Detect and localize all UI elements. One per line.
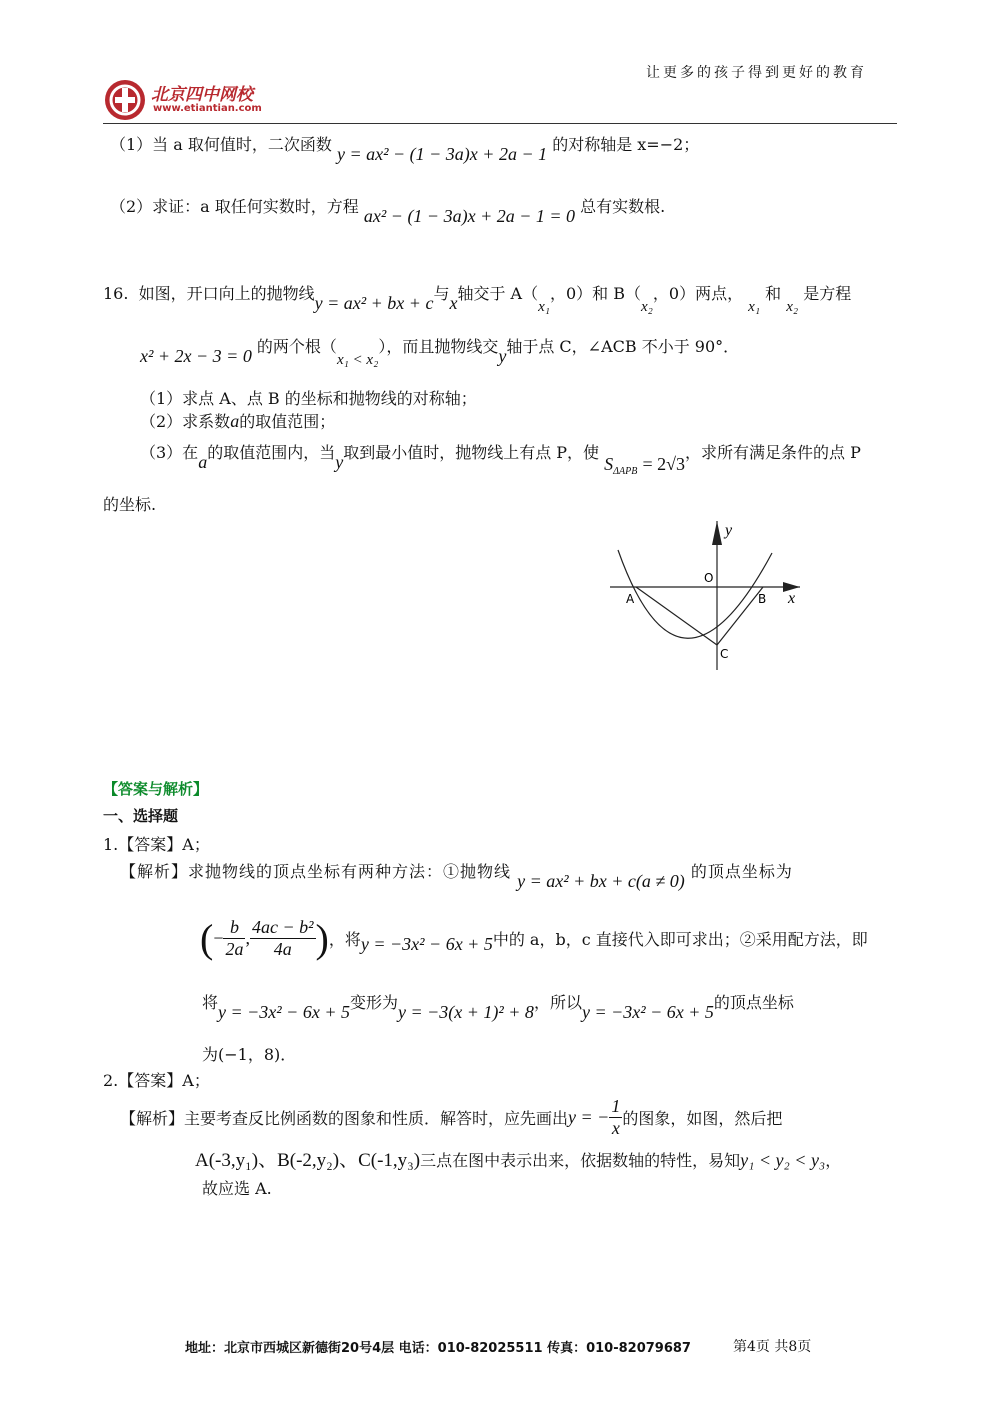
answer-1: 1.【答案】A； xyxy=(103,835,210,854)
answer-1-expl-line4: 为(−1，8)． xyxy=(202,1045,297,1064)
answer-1-expl-line2: (− $\frac{b}{2a}$ , $\frac{\text{4ac − b²}}{4a}$ )，将y = −3x² − 6x + 5中的 a，b，c 直接代入即可求出；②采用配方法，即 xyxy=(200,916,868,961)
q15-part2: （2）求证：a 取任何实数时，方程 ax² − (1 − 3a)x + 2a − 1 = 0 总有实数根. xyxy=(110,197,666,226)
vertex-x-fraction: $\frac{b}{2a}$ xyxy=(225,917,244,959)
logo-emblem-icon xyxy=(103,78,147,122)
q16-sub2: （2）求系数a的取值范围； xyxy=(140,411,336,431)
q16-number: 16. xyxy=(103,284,129,303)
answer-2-expl-line1: 【解析】主要考查反比例函数的图象和性质．解答时，应先画出y = − $\frac{1}{x}$ 的图象，如图，然后把 xyxy=(120,1096,783,1138)
logo xyxy=(103,78,303,122)
segment-bc xyxy=(717,587,763,645)
q16-sub3-cont: 的坐标. xyxy=(103,495,157,514)
q15-part2-equation: ax² − (1 − 3a)x + 2a − 1 = 0 xyxy=(363,206,576,226)
footer-page: 第4页 共8页 xyxy=(733,1339,812,1355)
logo-url: www.etiantian.com xyxy=(153,103,262,114)
label-a: A xyxy=(626,592,635,606)
parabola-curve xyxy=(618,550,772,638)
header-slogan: 让更多的孩子得到更好的教育 xyxy=(646,65,867,81)
label-b: B xyxy=(758,592,767,606)
answer-1-expl-line1: 【解析】求抛物线的顶点坐标有两种方法：①抛物线 y = ax² + bx + c(a ≠ 0) 的顶点坐标为 xyxy=(120,862,793,891)
header-rule xyxy=(103,123,897,124)
q15-part1: （1）当 a 取何值时，二次函数 y = ax² − (1 − 3a)x + 2a − 1 的对称轴是 x=−2； xyxy=(110,135,700,164)
answer-2: 2.【答案】A； xyxy=(103,1071,210,1090)
footer-address: 地址：北京市西城区新德街20号4层 电话：010-82025511 传真：010-82079687 xyxy=(185,1341,691,1356)
label-o: O xyxy=(704,571,714,585)
answers-heading: 【答案与解析】 xyxy=(103,780,209,798)
answer-1-expl-line3: 将y = −3x² − 6x + 5变形为y = −3(x + 1)² + 8，所以y = −3x² − 6x + 5的顶点坐标 xyxy=(202,993,794,1022)
parabola-figure xyxy=(600,515,815,675)
vertex-y-fraction: $\frac{\text{4ac − b²}}{4a}$ xyxy=(251,917,314,959)
section-title: 一、选择题 xyxy=(103,807,179,825)
q16-sub1: （1）求点 A、点 B 的坐标和抛物线的对称轴； xyxy=(140,389,477,408)
answer-2-expl-line3: 故应选 A. xyxy=(202,1179,272,1198)
q16-sub3: （3）在a的取值范围内，当y取到最小值时，抛物线上有点 P，使 $S_{\Delta APB} = 2√3$，求所有满足条件的点 P xyxy=(140,443,861,477)
q15-part1-equation: y = ax² − (1 − 3a)x + 2a − 1 xyxy=(337,144,548,164)
label-c: C xyxy=(720,647,729,661)
reciprocal-fraction: $\frac{1}{x}$ xyxy=(611,1096,621,1138)
q16-line2: x² + 2x − 3 = 0 的两个根（x₁ < x₂），而且抛物线交y轴于点 C，∠ACB 不小于 90°． xyxy=(140,337,740,368)
label-x: x xyxy=(788,590,796,607)
answer-2-expl-line2: A(-3,y₁)、B(-2,y₂)、C(-1,y₃)三点在图中表示出来，依据数轴的特性，易知y₁ < y₂ < y₃， xyxy=(195,1150,842,1171)
y-axis-arrow-icon xyxy=(712,521,722,545)
q16-line1: 16. 如图，开口向上的抛物线y = ax² + bx + c与x轴交于 A（x₁，0）和 B（x₂，0）两点， x₁ 和 x₂ 是方程 xyxy=(103,284,852,315)
logo-text: 北京四中网校 xyxy=(151,85,253,105)
label-y: y xyxy=(725,522,733,539)
